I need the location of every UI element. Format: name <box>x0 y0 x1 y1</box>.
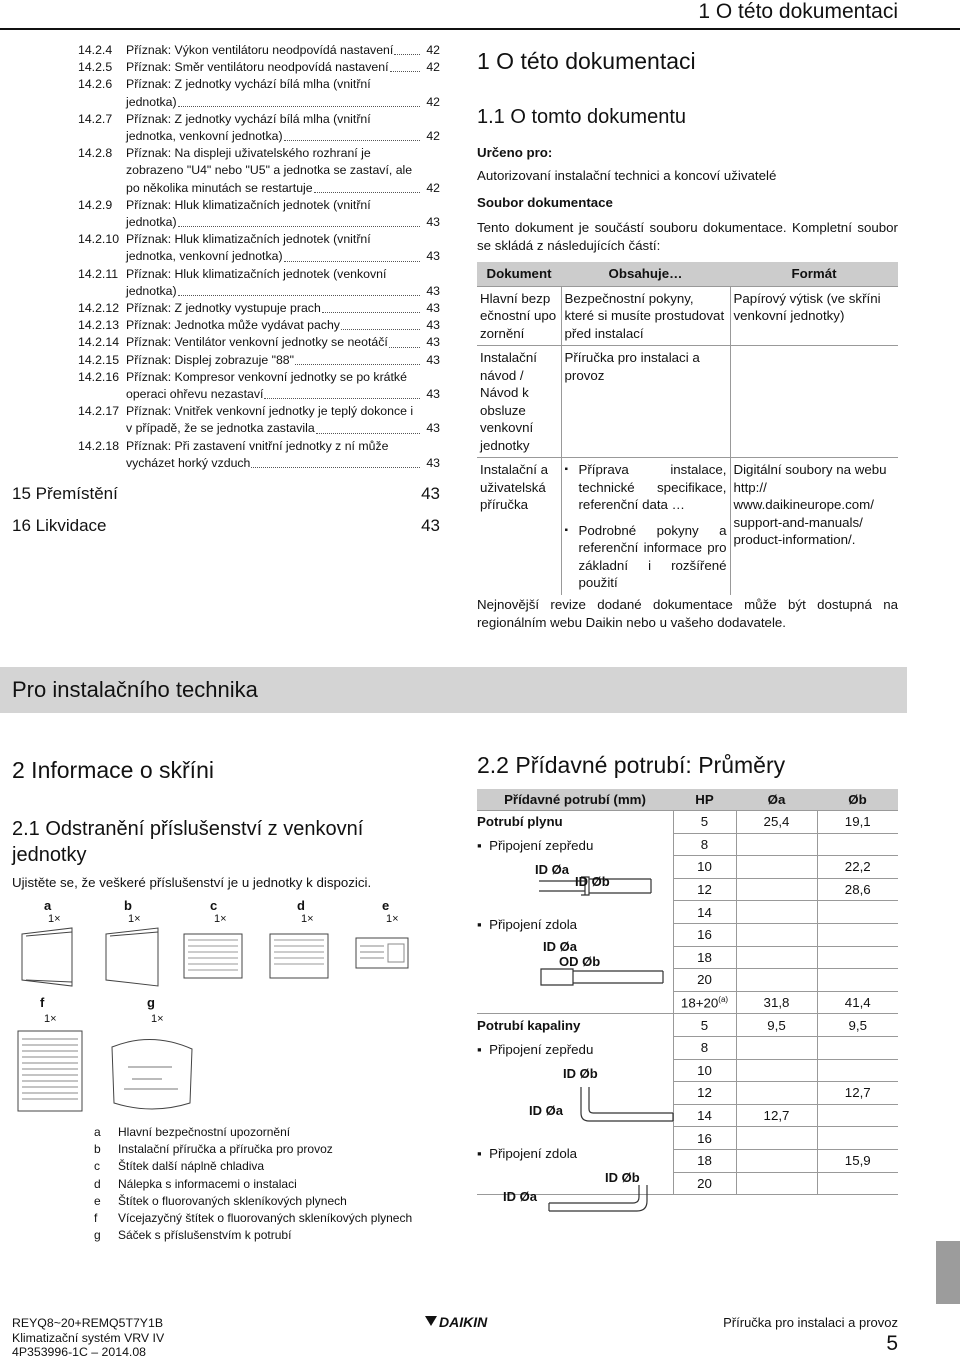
toc-entry-number: 14.2.13 <box>78 318 120 333</box>
toc-entry-text: po několika minutách se restartuje <box>126 180 313 195</box>
pipe-value: 15,9 <box>844 1153 871 1169</box>
toc-entry-text: zobrazeno "U4" nebo "U5" a jednotka se zastaví, ale <box>126 163 413 178</box>
pipe-a-cell <box>736 856 817 879</box>
col-header-hp: HP <box>673 789 736 811</box>
toc-entry[interactable] <box>12 334 440 351</box>
item-letter-a: a <box>44 898 52 913</box>
toc-page-number: 42 <box>426 180 440 195</box>
toc-leader <box>341 329 420 330</box>
pipe-hp-cell <box>673 833 736 856</box>
pipe-a-cell <box>736 969 817 992</box>
toc-page-number: 43 <box>426 318 440 333</box>
toc-chapter[interactable] <box>12 514 440 538</box>
toc-entry[interactable] <box>12 403 440 437</box>
pipe-hp-cell <box>673 1104 736 1127</box>
toc-page-number: 43 <box>426 249 440 264</box>
legend-text: Štítek o fluorovaných skleníkových plynech <box>118 1193 347 1208</box>
pipe-b-cell <box>817 878 898 901</box>
legend-letter: c <box>94 1159 100 1174</box>
list-item: ▪ Příprava instalace, technické specifikace, referenční data … <box>565 461 727 514</box>
od-ob-label: OD Øb <box>559 954 601 969</box>
pipe-a-cell <box>736 1082 817 1105</box>
liquid-front-connection: ▪ Připojení zepředu <box>477 1042 594 1057</box>
running-header: 1 O této dokumentaci <box>698 0 898 23</box>
col-header-document: Dokument <box>477 262 561 286</box>
item-qty: 1× <box>44 1013 57 1025</box>
section-banner <box>0 667 907 713</box>
table-row <box>477 286 898 346</box>
pipe-b-cell <box>817 1172 898 1195</box>
toc-entry[interactable] <box>12 59 440 76</box>
toc-entry-text: Příznak: Výkon ventilátoru neodpovídá nastavení <box>126 43 394 57</box>
pipe-hp-cell <box>673 969 736 992</box>
pipe-value: 18 <box>697 1153 712 1169</box>
toc-entry[interactable] <box>12 42 440 59</box>
id-oa-label: ID Øa <box>535 862 569 877</box>
legend-row <box>94 1177 412 1192</box>
toc-page-number: 43 <box>426 215 440 230</box>
toc-entry-number: 14.2.12 <box>78 301 120 316</box>
accessories-illustration-bottom <box>12 995 212 1115</box>
toc-entry[interactable] <box>12 145 440 197</box>
pipe-value: 20 <box>697 1175 712 1191</box>
toc-leader <box>178 295 420 296</box>
docset-label: Soubor dokumentace <box>477 195 613 210</box>
toc-entry-text: vycházet horký vzduch <box>126 455 251 470</box>
table-row <box>477 991 898 1014</box>
pipe-b-cell <box>817 811 898 834</box>
toc-leader <box>264 398 420 399</box>
pipe-a-cell <box>736 1127 817 1150</box>
pipe-hp-cell <box>673 878 736 901</box>
toc-entry-number: 14.2.4 <box>78 43 113 57</box>
toc-entry-number: 14.2.14 <box>78 335 120 350</box>
pipe-a-cell <box>736 1149 817 1172</box>
id-oa-label: ID Øa <box>543 939 577 954</box>
toc-entry-number: 14.2.17 <box>78 404 120 419</box>
table-row <box>477 346 898 458</box>
pipe-hp-cell <box>673 923 736 946</box>
item-qty: 1× <box>128 913 141 925</box>
list-item: ▪ Podrobné pokyny a referenční informace pro základní i rozšířené použití <box>565 522 727 592</box>
daikin-logo <box>423 1312 493 1332</box>
toc-entry-text: v případě, že se jednotka zastavila <box>126 421 315 436</box>
daikin-logo-icon <box>423 1312 493 1332</box>
id-ob-label: ID Øb <box>575 874 610 889</box>
toc-entry-number: 14.2.11 <box>78 266 119 281</box>
accessories-legend <box>92 1123 414 1245</box>
documentation-table <box>477 262 898 595</box>
toc-entry[interactable] <box>12 438 440 472</box>
doc-format: Papírový výtisk (ve skříni venkovní jednotky) <box>730 286 898 346</box>
pipe-hp-cell <box>673 1082 736 1105</box>
doc-format: Digitální soubory na webu http:// www.daikineurope.com/ support-and-manuals/ product-information/. <box>730 458 898 595</box>
col-header-oa: Øa <box>736 789 817 811</box>
toc-entry-text: Příznak: Směr ventilátoru neodpovídá nastavení <box>126 60 389 75</box>
doc-name: Instalační a uživatelská příručka <box>477 458 561 595</box>
col-header-format: Formát <box>730 262 898 286</box>
toc-entry-number: 14.2.9 <box>78 197 113 212</box>
pipe-b-cell <box>817 833 898 856</box>
item-letter-b: b <box>124 898 132 913</box>
legend-row <box>94 1159 412 1174</box>
toc-leader <box>284 140 420 141</box>
item-letter-e: e <box>382 898 390 913</box>
footer-system: Klimatizační systém VRV IV <box>12 1330 165 1345</box>
pipe-a-cell <box>736 878 817 901</box>
legend-text: Štítek další náplně chladiva <box>118 1159 265 1174</box>
pipe-value: 25,4 <box>763 814 790 830</box>
legend-text: Hlavní bezpečnostní upozornění <box>118 1125 291 1139</box>
pipe-value: 19,1 <box>844 814 871 830</box>
pipe-value: 9,5 <box>848 1017 867 1033</box>
pipe-b-cell <box>817 1014 898 1037</box>
toc-entry[interactable] <box>12 76 440 110</box>
item-qty: 1× <box>151 1013 164 1025</box>
toc-entry-text: jednotka, venkovní jednotka) <box>126 249 283 264</box>
toc-page-number: 43 <box>426 387 440 402</box>
pipe-b-cell <box>817 1036 898 1059</box>
legend-row <box>94 1211 412 1226</box>
pipe-hp-cell <box>673 1059 736 1082</box>
liquid-front-pipe-drawing <box>537 1083 677 1127</box>
table-row <box>477 1172 898 1195</box>
header-rule <box>0 28 960 30</box>
item-qty: 1× <box>214 913 227 925</box>
item-letter-c: c <box>210 898 218 913</box>
toc-leader <box>322 312 420 313</box>
toc-page-number: 43 <box>426 455 440 470</box>
pipe-b-cell <box>817 969 898 992</box>
gas-pipe-title: Potrubí plynu <box>477 814 563 829</box>
id-oa-label: ID Øa <box>503 1189 537 1204</box>
pipe-value: 41,4 <box>844 995 871 1011</box>
pipe-a-cell <box>736 1172 817 1195</box>
toc-leader <box>390 71 421 72</box>
manual-booklet-icon <box>106 928 158 986</box>
liquid-bottom-pipe-drawing <box>547 1181 677 1217</box>
toc-entry-text: Příznak: Displej zobrazuje "88" <box>126 352 294 367</box>
table-of-contents <box>12 42 440 538</box>
gas-bottom-pipe-drawing <box>537 965 667 989</box>
doc-name: Instalační návod / Návod k obsluze venkovní jednotky <box>477 346 561 458</box>
side-tab <box>936 1241 960 1304</box>
toc-entry-text: Příznak: Z jednotky vystupuje prach <box>126 301 321 316</box>
fgas-label-icon <box>356 938 408 968</box>
toc-entry-text: Příznak: Z jednotky vychází bílá mlha (vnitřní <box>126 77 371 92</box>
accessories-illustration-top <box>12 898 440 988</box>
pipe-b-cell <box>817 1149 898 1172</box>
pipe-a-cell <box>736 1059 817 1082</box>
toc-leader <box>314 192 420 193</box>
doc-format <box>730 346 898 458</box>
pipe-b-cell <box>817 991 898 1014</box>
legend-text: Instalační příručka a příručka pro provoz <box>118 1142 333 1157</box>
toc-leader <box>316 433 420 434</box>
pipe-hp-cell <box>673 811 736 834</box>
pipe-value: 16 <box>697 1130 712 1146</box>
toc-leader <box>178 106 420 107</box>
connection-label: Připojení zepředu <box>489 1042 594 1057</box>
toc-entry[interactable] <box>12 352 440 369</box>
accessories-text: Ujistěte se, že veškeré příslušenství je u jednotky k dispozici. <box>12 875 372 890</box>
pipe-type-cell <box>477 991 673 1014</box>
legend-row <box>94 1125 412 1140</box>
pipe-value: 16 <box>697 927 712 943</box>
pipe-value: 28,6 <box>844 882 871 898</box>
refrigerant-label-icon <box>184 934 242 978</box>
col-header-pipe: Přídavné potrubí (mm) <box>477 789 673 811</box>
svg-text:DAIKIN: DAIKIN <box>439 1314 488 1330</box>
legend-row <box>94 1228 412 1243</box>
pipe-a-cell <box>736 1104 817 1127</box>
pipe-value: 14 <box>697 904 712 920</box>
toc-page-number: 42 <box>426 43 440 57</box>
footer-code: 4P353996-1C – 2014.08 <box>12 1345 147 1357</box>
toc-entry[interactable] <box>12 300 440 317</box>
toc-page-number: 43 <box>426 301 440 316</box>
footnote-mark: (a) <box>718 994 729 1004</box>
toc-entry-text: Příznak: Na displeji uživatelského rozhraní je <box>126 146 371 161</box>
footer-model: REYQ8~20+REMQ5T7Y1B <box>12 1316 164 1330</box>
toc-entry-text: Příznak: Ventilátor venkovní jednotky se neotáčí <box>126 335 388 350</box>
pipe-b-cell <box>817 1082 898 1105</box>
pipe-b-cell <box>817 901 898 924</box>
installation-sticker-icon <box>270 934 328 978</box>
pipe-value: 8 <box>700 836 709 852</box>
pipe-hp-cell <box>673 991 736 1014</box>
pipe-value: 5 <box>700 1017 709 1033</box>
pipe-hp-cell <box>673 946 736 969</box>
pipe-hp-cell <box>673 856 736 879</box>
section-heading-about: 1 O této dokumentaci <box>477 48 696 74</box>
legend-text: Nálepka s informacemi o instalaci <box>118 1176 297 1191</box>
pipe-value: 8 <box>700 1040 709 1056</box>
item-letter-f: f <box>40 995 45 1010</box>
toc-entry-number: 14.2.8 <box>78 146 113 161</box>
subsection-heading-accessories: 2.1 Odstranění příslušenství z venkovní jednotky <box>12 818 364 866</box>
toc-entry-text: jednotka, venkovní jednotka) <box>126 129 283 144</box>
legend-letter: g <box>94 1228 101 1243</box>
col-header-contains: Obsahuje… <box>561 262 730 286</box>
intended-for-text: Autorizovaní instalační technici a koncoví uživatelé <box>477 168 777 183</box>
connection-label: Připojení zepředu <box>489 838 594 853</box>
item-letter-d: d <box>297 898 305 913</box>
pipe-b-cell <box>817 856 898 879</box>
toc-page-number: 43 <box>426 421 440 436</box>
toc-page-number: 42 <box>426 60 440 75</box>
pipe-value: 18 <box>697 949 712 965</box>
pipe-hp-cell <box>673 1127 736 1150</box>
toc-entry[interactable] <box>12 317 440 334</box>
col-header-ob: Øb <box>817 789 898 811</box>
pipe-a-cell <box>736 1014 817 1037</box>
toc-leader <box>394 54 420 55</box>
pipe-value: 10 <box>697 859 712 875</box>
toc-entry-number: 14.2.10 <box>78 232 120 247</box>
pipe-a-cell <box>736 833 817 856</box>
pipe-a-cell <box>736 901 817 924</box>
legend-row <box>94 1142 412 1157</box>
toc-chapter-label: 16 Likvidace <box>12 516 107 536</box>
toc-leader <box>284 261 420 262</box>
pipe-a-cell <box>736 811 817 834</box>
doc-content <box>561 458 730 595</box>
toc-entry-number: 14.2.18 <box>78 438 120 453</box>
pipe-value: 10 <box>697 1062 712 1078</box>
toc-entry[interactable] <box>12 197 440 231</box>
table-row <box>477 1059 898 1082</box>
toc-entry-number: 14.2.6 <box>78 77 113 92</box>
legend-text: Sáček s příslušenstvím k potrubí <box>118 1228 292 1243</box>
pipe-value: 22,2 <box>844 859 871 875</box>
toc-page-number: 43 <box>426 335 440 350</box>
pipe-value: 9,5 <box>767 1017 786 1033</box>
toc-entry-text: operaci ohřevu nezastaví <box>126 387 264 402</box>
gas-bottom-connection: ▪ Připojení zdola <box>477 917 578 932</box>
toc-entry-text: Příznak: Hluk klimatizačních jednotek (vnitřní <box>126 197 371 212</box>
toc-entry-text: jednotka) <box>126 283 177 298</box>
item-letter-g: g <box>147 995 155 1010</box>
pipe-diameter-table <box>477 789 898 1204</box>
toc-entry-number: 14.2.16 <box>78 369 120 384</box>
pipe-a-cell <box>736 991 817 1014</box>
legend-letter: b <box>94 1142 101 1157</box>
toc-chapter-page: 43 <box>421 516 440 536</box>
liquid-pipe-title: Potrubí kapaliny <box>477 1018 581 1033</box>
banner-title: Pro instalačního technika <box>12 677 258 702</box>
item-qty: 1× <box>386 913 399 925</box>
doc-name: Hlavní bezpečnostní upozornění <box>477 286 561 346</box>
pipe-b-cell <box>817 1127 898 1150</box>
pipe-hp-cell <box>673 1014 736 1037</box>
toc-entry-text: Příznak: Kompresor venkovní jednotky se po krátké <box>126 369 407 384</box>
connection-label: Připojení zdola <box>489 1146 578 1161</box>
pipe-b-cell <box>817 1059 898 1082</box>
connection-label: Připojení zdola <box>489 917 578 932</box>
pipe-a-cell <box>736 946 817 969</box>
toc-entry-text: jednotka) <box>126 215 177 230</box>
pipe-value: 18+20 <box>680 995 719 1011</box>
toc-leader <box>389 347 420 348</box>
doc-content: Bezpečnostní pokyny, které si musíte prostudovat před instalací <box>561 286 730 346</box>
toc-page-number: 43 <box>426 352 440 367</box>
docset-text: Tento dokument je součástí souboru dokumentace. Kompletní soubor se skládá z následujících částí: <box>477 220 898 253</box>
toc-chapter-page: 43 <box>421 484 440 504</box>
legend-row <box>94 1194 412 1209</box>
pipe-hp-cell <box>673 1036 736 1059</box>
legend-text: Vícejazyčný štítek o fluorovaných skleníkových plynech <box>118 1211 413 1226</box>
toc-entry[interactable] <box>12 231 440 265</box>
legend-letter: f <box>94 1211 98 1226</box>
toc-entry[interactable] <box>12 266 440 300</box>
legend-letter: e <box>94 1193 101 1208</box>
pipe-a-cell <box>736 923 817 946</box>
toc-entry-text: Příznak: Hluk klimatizačních jednotek (vnitřní <box>126 232 371 247</box>
toc-chapter[interactable] <box>12 482 440 506</box>
toc-entry-text: Příznak: Z jednotky vychází bílá mlha (vnitřní <box>126 111 371 126</box>
toc-entry-number: 14.2.15 <box>78 352 120 367</box>
intended-for-label: Určeno pro: <box>477 145 553 160</box>
accessory-drawings-bottom <box>12 1027 212 1115</box>
table-row <box>477 458 898 595</box>
pipe-hp-cell <box>673 1149 736 1172</box>
footer-left <box>12 1316 164 1357</box>
toc-leader <box>295 364 420 365</box>
toc-entry-number: 14.2.7 <box>78 111 113 126</box>
pipe-b-cell <box>817 946 898 969</box>
gas-front-connection: ▪ Připojení zepředu <box>477 838 594 853</box>
pipe-value: 31,8 <box>763 995 790 1011</box>
pipe-hp-cell <box>673 1172 736 1195</box>
toc-entry-text: jednotka) <box>126 94 177 109</box>
doc-content: Příručka pro instalaci a provoz <box>561 346 730 458</box>
toc-page-number: 42 <box>426 94 440 109</box>
toc-leader <box>178 226 420 227</box>
safety-booklet-icon <box>22 928 72 986</box>
pipe-value: 12,7 <box>763 1108 790 1124</box>
toc-page-number: 42 <box>426 129 440 144</box>
legend-letter: d <box>94 1176 101 1191</box>
page-number: 5 <box>886 1332 898 1355</box>
toc-entry[interactable] <box>12 369 440 403</box>
pipe-value: 5 <box>700 814 709 830</box>
toc-entry-text: Příznak: Vnitřek venkovní jednotky je teplý dokonce i <box>126 404 414 419</box>
pipe-b-cell <box>817 1104 898 1127</box>
toc-leader <box>251 467 420 468</box>
pipe-accessory-bag-icon <box>112 1039 192 1109</box>
footer-doc-title: Příručka pro instalaci a provoz <box>723 1315 898 1330</box>
pipe-value: 20 <box>697 972 712 988</box>
section-heading-box: 2 Informace o skříni <box>12 757 214 783</box>
toc-entry-text: Příznak: Hluk klimatizačních jednotek (venkovní <box>126 266 387 281</box>
subsection-heading-about: 1.1 O tomto dokumentu <box>477 106 687 128</box>
toc-entry-text: Příznak: Při zastavení vnitřní jednotky z ní může <box>126 438 389 453</box>
toc-page-number: 43 <box>426 283 440 298</box>
liquid-bottom-connection: ▪ Připojení zdola <box>477 1146 578 1161</box>
toc-entry-text: Příznak: Jednotka může vydávat pachy <box>126 318 340 333</box>
toc-chapter-label: 15 Přemístění <box>12 484 118 504</box>
pipe-b-cell <box>817 923 898 946</box>
id-ob-label: ID Øb <box>563 1066 598 1081</box>
toc-entry[interactable] <box>12 111 440 145</box>
item-qty: 1× <box>301 913 314 925</box>
pipe-value: 14 <box>697 1108 712 1124</box>
id-ob-label: ID Øb <box>605 1170 640 1185</box>
pipe-a-cell <box>736 1036 817 1059</box>
revision-note: Nejnovější revize dodané dokumentace může být dostupná na regionálním webu Daikin nebo u vašeho dodavatele. <box>477 597 898 630</box>
accessory-drawings <box>12 924 440 988</box>
pipe-value: 12 <box>697 882 712 898</box>
pipe-value: 12 <box>697 1085 712 1101</box>
toc-entry-number: 14.2.5 <box>78 60 113 75</box>
item-qty: 1× <box>48 913 61 925</box>
id-oa-label: ID Øa <box>529 1103 563 1118</box>
legend-letter: a <box>94 1125 101 1139</box>
section-heading-pipes: 2.2 Přídavné potrubí: Průměry <box>477 752 786 778</box>
pipe-value: 12,7 <box>844 1085 871 1101</box>
pipe-hp-cell <box>673 901 736 924</box>
